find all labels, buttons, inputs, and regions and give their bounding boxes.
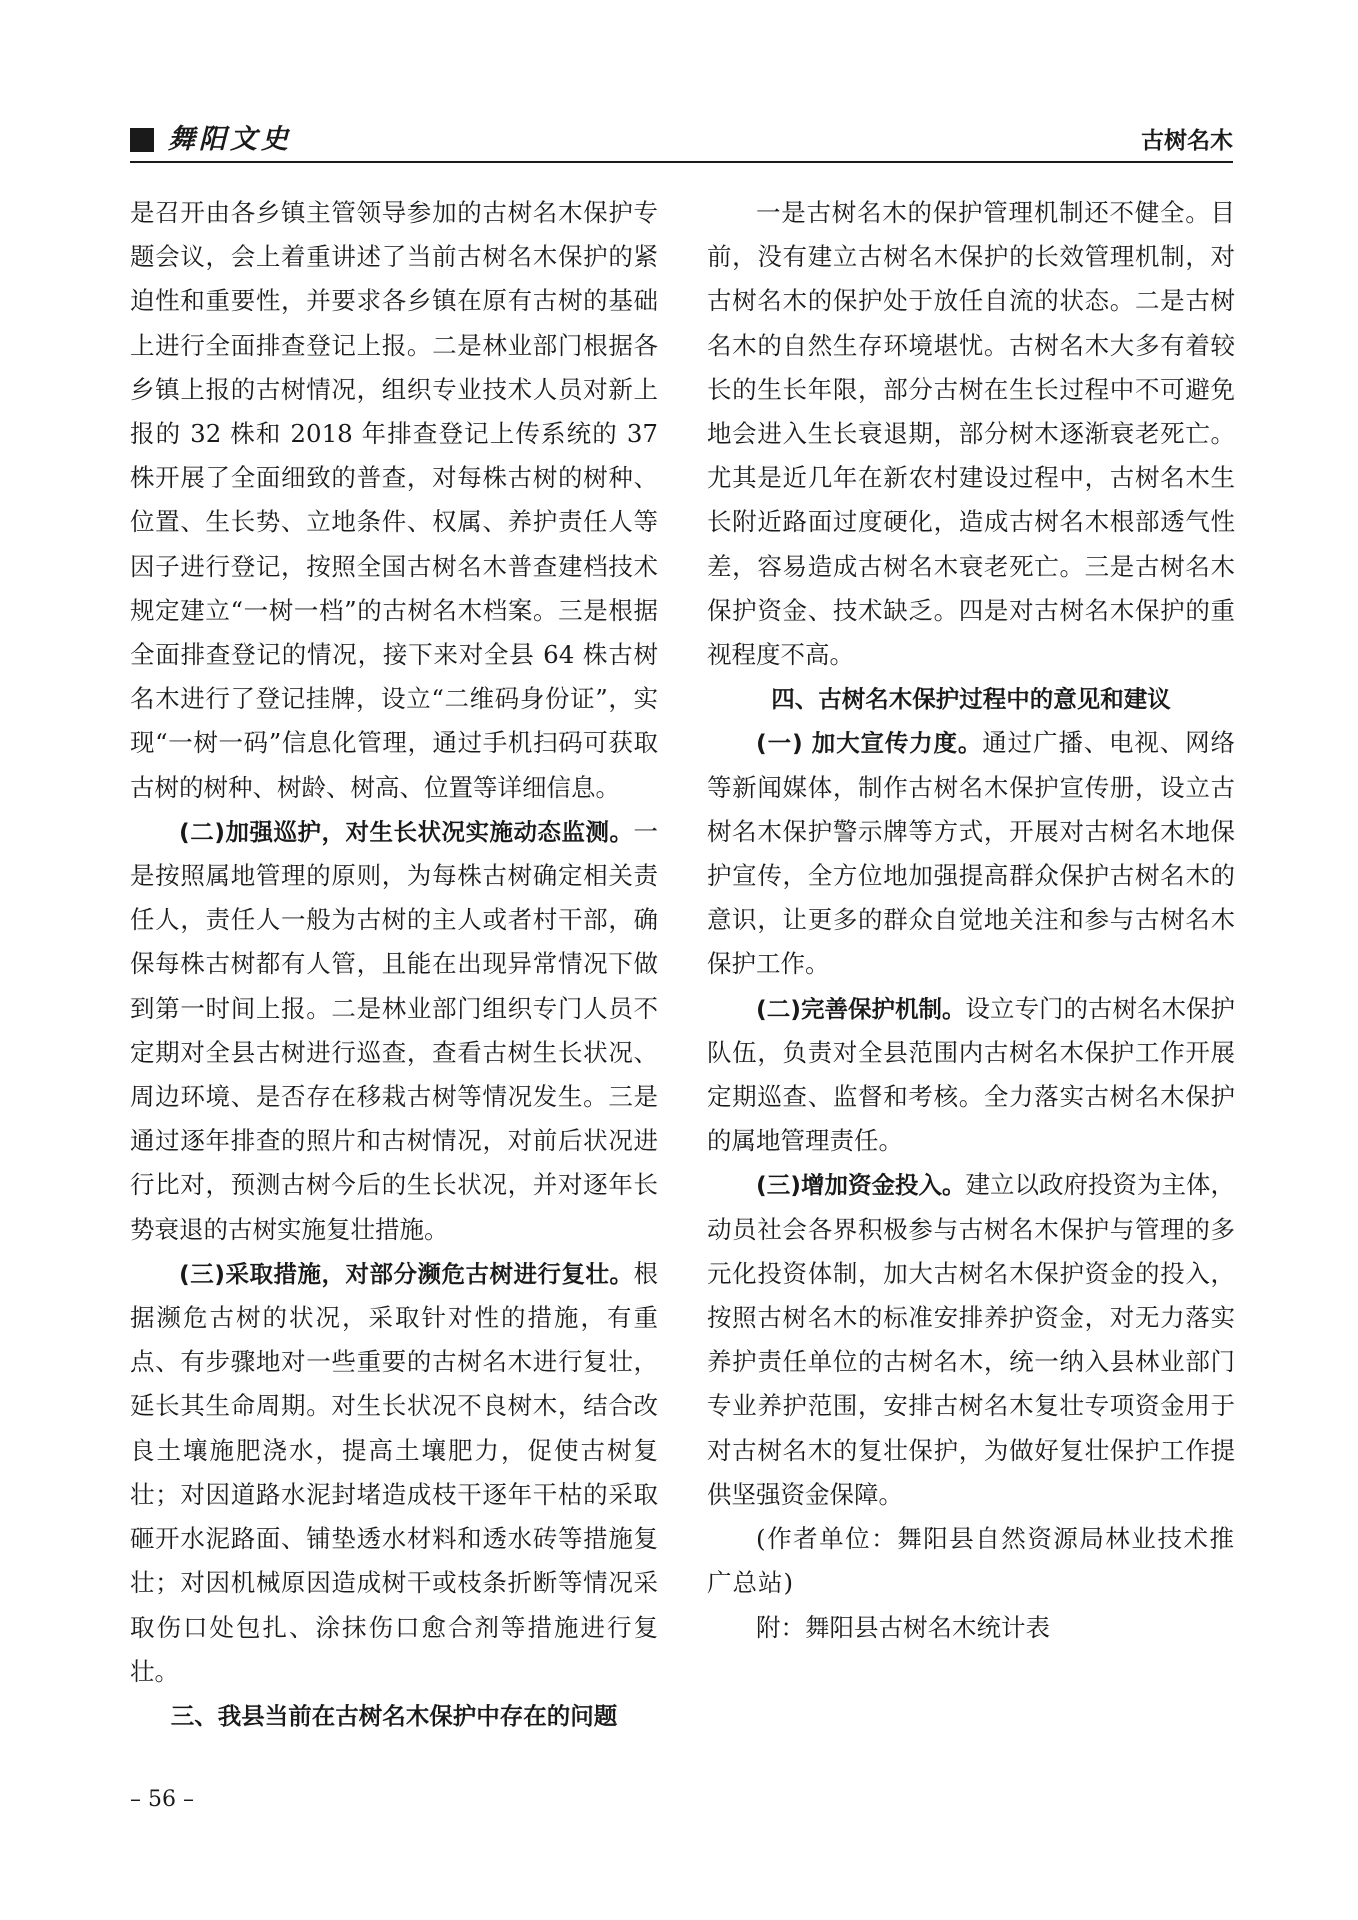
running-header — [130, 126, 1233, 156]
appendix-note: 附：舞阳县古树名木统计表 — [756, 1612, 1050, 1642]
paragraph-publicity — [707, 721, 1235, 986]
paragraph-rejuvenation — [130, 1252, 658, 1694]
subheading-patrol: (二)加强巡护，对生长状况实施动态监测。 — [179, 817, 634, 846]
subheading-funding: (三)增加资金投入。 — [756, 1171, 966, 1200]
paragraph-patrol-body: 一是按照属地管理的原则，为每株古树确定相关责任人，责任人一般为古树的主人或者村干部，确保每株古树都有人管，且能在出现异常情况下做到第一时间上报。二是林业部门组织专门人员不定期对全县古树进行巡查，查看古树生长状况、周边环境、是否存在移栽古树等情况发生。三是通过逐年排查的照片和古树情况，对前后状况进行比对，预测古树今后的生长状况，并对逐年长势衰退的古树实施复壮措施。 — [130, 816, 658, 1244]
paragraph-mechanism-body: 设立专门的古树名木保护队伍，负责对全县范围内古树名木保护工作开展定期巡查、监督和考核。全力落实古树名木保护的属地管理责任。 — [707, 993, 1236, 1156]
right-column — [707, 191, 1235, 1650]
paragraph-problems: 一是古树名木的保护管理机制还不健全。目前，没有建立古树名木保护的长效管理机制，对古树名木的保护处于放任自流的状态。二是古树名木的自然生存环境堪忧。古树名木大多有着较长的生长年限，部分古树在生长过程中不可避免地会进入生长衰退期，部分树木逐渐衰老死亡。尤其是近几年在新农村建设过程中，古树名木生长附近路面过度硬化，造成古树名木根部透气性差，容易造成古树名木衰老死亡。三是古树名木保护资金、技术缺乏。四是对古树名木保护的重视程度不高。 — [707, 198, 1235, 670]
paragraph-patrol — [130, 810, 658, 1252]
paragraph-funding-body: 建立以政府投资为主体，动员社会各界积极参与古树名木保护与管理的多元化投资体制，加大古树名木保护资金的投入，按照古树名木的标准安排养护资金，对无力落实养护责任单位的古树名木，统一纳入县林业部门专业养护范围，安排古树名木复壮专项资金用于对古树名木的复壮保护，为做好复壮保护工作提供坚强资金保障。 — [707, 1170, 1236, 1509]
author-affiliation: (作者单位：舞阳县自然资源局林业技术推广总站) — [707, 1524, 1235, 1598]
section-4-title: 四、古树名木保护过程中的意见和建议 — [771, 685, 1171, 714]
header-rule — [130, 161, 1233, 163]
subheading-rejuvenation: (三)采取措施，对部分濒危古树进行复壮。 — [179, 1259, 634, 1288]
header-square-mark — [130, 128, 154, 152]
section-3-title: 三、我县当前在古树名木保护中存在的问题 — [170, 1701, 618, 1730]
paragraph-continued: 是召开由各乡镇主管领导参加的古树名木保护专题会议，会上着重讲述了当前古树名木保护的紧迫性和重要性，并要求各乡镇在原有古树的基础上进行全面排查登记上报。二是林业部门根据各乡镇上报的古树情况，组织专业技术人员对新上报的 32 株和 2018 年排查登记上传系统的 37 株开展了全面细致的普查，对每株古树的树种、位置、生长势、立地条件、权属、养护责任人等因子进行登记，按照全国古树名木普查建档技术规定建立“一树一档”的古树名木档案。三是根据全面排查登记的情况，接下来对全县 64 株古树名木进行了登记挂牌，设立“二维码身份证”，实现“一树一码”信息化管理，通过手机扫码可获取古树的树种、树龄、树高、位置等详细信息。 — [130, 198, 658, 802]
paragraph-publicity-body: 通过广播、电视、网络等新闻媒体，制作古树名木保护宣传册，设立古树名木保护警示牌等方式，开展对古树名木地保护宣传，全方位地加强提高群众保护古树名木的意识，让更多的群众自觉地关注和参与古树名木保护工作。 — [707, 728, 1235, 979]
subheading-publicity: (一) 加大宣传力度。 — [756, 729, 983, 758]
page-number: – 56 – — [130, 1787, 194, 1812]
paragraph-mechanism — [707, 987, 1235, 1164]
left-column — [130, 191, 658, 1738]
section-title: 古树名木 — [1141, 128, 1233, 154]
paragraph-funding — [707, 1163, 1235, 1517]
journal-title: 舞阳文史 — [168, 124, 292, 155]
subheading-mechanism: (二)完善保护机制。 — [756, 994, 966, 1023]
paragraph-rejuvenation-body: 根据濒危古树的状况，采取针对性的措施，有重点、有步骤地对一些重要的古树名木进行复壮，延长其生命周期。对生长状况不良树木，结合改良土壤施肥浇水，提高土壤肥力，促使古树复壮；对因道路水泥封堵造成枝干逐年干枯的采取砸开水泥路面、铺垫透水材料和透水砖等措施复壮；对因机械原因造成树干或枝条折断等情况采取伤口处包扎、涂抹伤口愈合剂等措施进行复壮。 — [130, 1258, 658, 1686]
